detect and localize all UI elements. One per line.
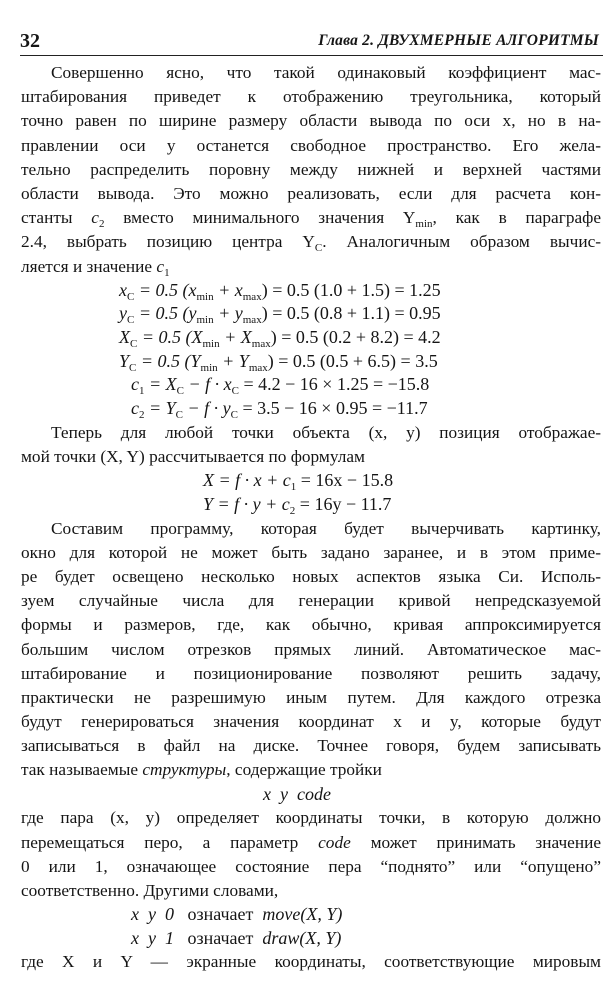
text-line: ляется и значение $c_1$ xyxy=(21,256,170,279)
text-line: 2.4, выбрать позицию центра $Y_C$. Аналогичным образом вычис- xyxy=(21,232,601,255)
page-body xyxy=(21,61,601,975)
text-line: зуем случайные числа для генерации кривой непредсказуемой xyxy=(21,591,601,611)
formula-xc: $x_C = 0.5$ $(x_{min} + x_{max}) = 0.5$ (1.0 + 1.5) = 1.25 xyxy=(119,279,441,303)
text-line: будут генерироваться значения координат x и y, которые будут xyxy=(21,712,601,732)
text-line: практически не разрешимую иным путем. Для каждого отрезка xyxy=(21,687,601,707)
formula-Xc: $X_C = 0.5$ $(X_{min} + X_{max}) = 0.5$ (0.2 + 8.2) = 4.2 xyxy=(119,327,441,351)
text-line: где пара (x, y) определяет координаты точки, в которую должно xyxy=(21,808,601,828)
page-number: 32 xyxy=(20,30,40,52)
formula-Yc: $Y_C = 0.5$ $(Y_{min} + Y_{max}) = 0.5$ (0.5 + 6.5) = 3.5 xyxy=(119,350,438,374)
formula-triple: x y code xyxy=(263,783,331,804)
running-title: Глава 2. ДВУХМЕРНЫЕ АЛГОРИТМЫ xyxy=(318,32,599,49)
text-line: перемещаться перо, а параметр code может принимать значение xyxy=(21,832,601,852)
text-line: тельно распределить поровну между нижней и верхней частями xyxy=(21,159,601,179)
text-line: большим числом отрезков прямых линий. Автоматическое мас- xyxy=(21,639,601,659)
formula-X: $X = f \cdot x + c_1 = 16x - 15.8$ xyxy=(203,470,394,494)
formula-Y: $Y = f \cdot y + c_2 = 16y - 11.7$ xyxy=(203,493,392,517)
text-line: Теперь для любой точки объекта (x, y) позиция отображае- xyxy=(51,422,601,442)
formula-c1: $c_1 = X_C - f \cdot x_C = 4.2 - 16 \times 1.25 = -15.8$ xyxy=(131,374,430,398)
text-line: штабирование и позиционирование позволяют решить задачу, xyxy=(21,663,601,683)
formula-yc: $y_C = 0.5$ $(y_{min} + y_{max}) = 0.5$ (0.8 + 1.1) = 0.95 xyxy=(119,303,441,327)
text-line: окно для которой не может быть задано заранее, и в этом приме- xyxy=(21,542,601,562)
text-line: точно равен по ширине размеру области вывода по оси x, но в на- xyxy=(21,111,601,131)
text-line: штабирования приведет к отображению треугольника, который xyxy=(21,87,601,107)
formula-move: x y 0 означает move(X, Y) xyxy=(131,904,343,925)
text-line: Составим программу, которая будет вычерчивать картинку, xyxy=(51,518,601,538)
text-line: области вывода. Это можно реализовать, если для расчета кон- xyxy=(21,183,601,203)
text-line: ре будет освещено несколько новых аспектов языка Си. Исполь- xyxy=(21,566,601,586)
text-line: Совершенно ясно, что такой одинаковый коэффициент мас- xyxy=(51,63,601,82)
header-rule xyxy=(20,55,603,56)
text-line: соответственно. Другими словами, xyxy=(21,880,279,900)
page-header xyxy=(20,30,599,52)
text-line: записываться в файл на диске. Точнее говоря, будем записывать xyxy=(21,736,601,756)
text-line: мой точки (X, Y) рассчитывается по формулам xyxy=(21,447,365,466)
text-line: станты $c_2$ вместо минимального значения $Y_{min}$, как в параграфе xyxy=(21,208,601,231)
text-line: так называемые структуры, содержащие тройки xyxy=(21,760,382,780)
text-line: формы и размеров, где, как обычно, кривая аппроксимируется xyxy=(21,615,601,635)
formula-c2: $c_2 = Y_C - f \cdot y_C = 3.5 - 16 \times 0.95 = -11.7$ xyxy=(131,398,428,422)
text-line: правлении оси y останется свободное пространство. Его жела- xyxy=(21,135,601,155)
text-line: 0 или 1, означающее состояние пера “поднято” или “опущено” xyxy=(21,856,601,876)
text-line: где X и Y — экранные координаты, соответствующие мировым xyxy=(21,952,601,972)
formula-draw: x y 1 означает draw(X, Y) xyxy=(131,927,342,948)
